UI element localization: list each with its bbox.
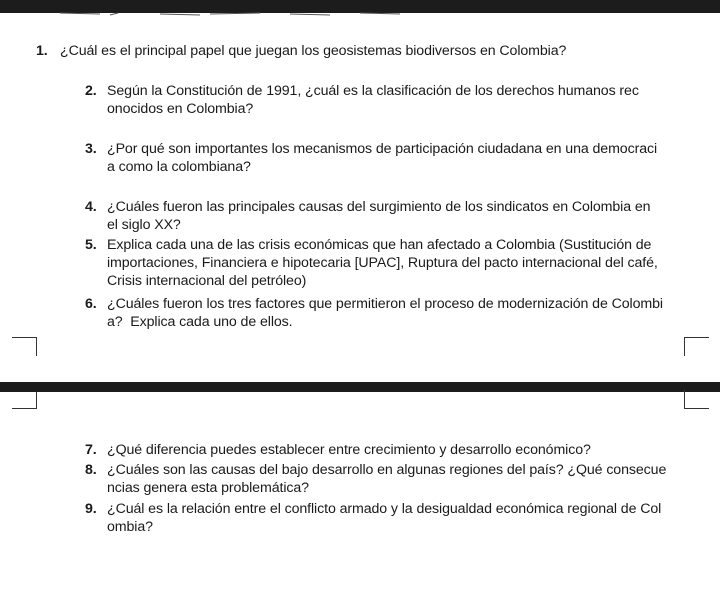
question-text-line: ¿Cuáles fueron los tres factores que permitieron el proceso de modernización de Colombi — [107, 296, 663, 312]
question-3 — [85, 140, 712, 176]
question-9 — [85, 500, 712, 536]
question-text-line: a? Explica cada uno de ellos. — [107, 314, 293, 330]
question-text-line: ¿Cuáles fueron las principales causas del surgimiento de los sindicatos en Colombia en — [107, 199, 651, 215]
cut-off-text-fragment — [60, 11, 420, 17]
question-text-line: ncias genera esta problemática? — [107, 480, 309, 496]
question-text-line: a como la colombiana? — [107, 159, 251, 175]
question-number: 7. — [85, 442, 97, 458]
question-text-line: importaciones, Financiera e hipotecaria [UPAC], Ruptura del pacto internacional del café, — [107, 255, 658, 271]
question-text-line: el siglo XX? — [107, 217, 181, 233]
question-text-line: Según la Constitución de 1991, ¿cuál es la clasificación de los derechos humanos rec — [107, 83, 639, 99]
question-text-line: ¿Cuál es la relación entre el conflicto armado y la desigualdad económica regional de Col — [107, 501, 662, 517]
question-8 — [85, 461, 712, 497]
question-text-line: Crisis internacional del petróleo) — [107, 273, 307, 289]
question-5 — [85, 236, 712, 290]
question-4 — [85, 198, 712, 234]
question-text-line: ¿Qué diferencia puedes establecer entre crecimiento y desarrollo económico? — [107, 442, 591, 458]
question-number: 8. — [85, 462, 97, 478]
question-text-line: ¿Por qué son importantes los mecanismos de participación ciudadana en una democraci — [107, 141, 658, 157]
question-number: 6. — [85, 296, 97, 312]
question-1 — [36, 42, 710, 60]
crop-corner-bottom-right — [684, 390, 709, 409]
question-text-line: onocidos en Colombia? — [107, 101, 254, 117]
question-2 — [85, 82, 712, 118]
crop-corner-top-right — [684, 337, 709, 356]
question-number: 4. — [85, 199, 97, 215]
question-text-line: ombia? — [107, 519, 153, 535]
question-number: 3. — [85, 141, 97, 157]
crop-corner-top-left — [12, 337, 37, 356]
question-7 — [85, 441, 712, 459]
question-6 — [85, 295, 712, 331]
crop-corner-bottom-left — [12, 392, 37, 409]
question-number: 1. — [36, 43, 48, 59]
question-text-line: Explica cada una de las crisis económicas que han afectado a Colombia (Sustitución de — [107, 237, 652, 253]
question-number: 2. — [85, 83, 97, 99]
question-text-line: ¿Cuáles son las causas del bajo desarrollo en algunas regiones del país? ¿Qué consecue — [107, 462, 667, 478]
question-number: 9. — [85, 501, 97, 517]
question-text-line: ¿Cuál es el principal papel que juegan los geosistemas biodiversos en Colombia? — [60, 43, 567, 59]
question-number: 5. — [85, 237, 97, 253]
middle-dark-bar — [0, 382, 720, 392]
